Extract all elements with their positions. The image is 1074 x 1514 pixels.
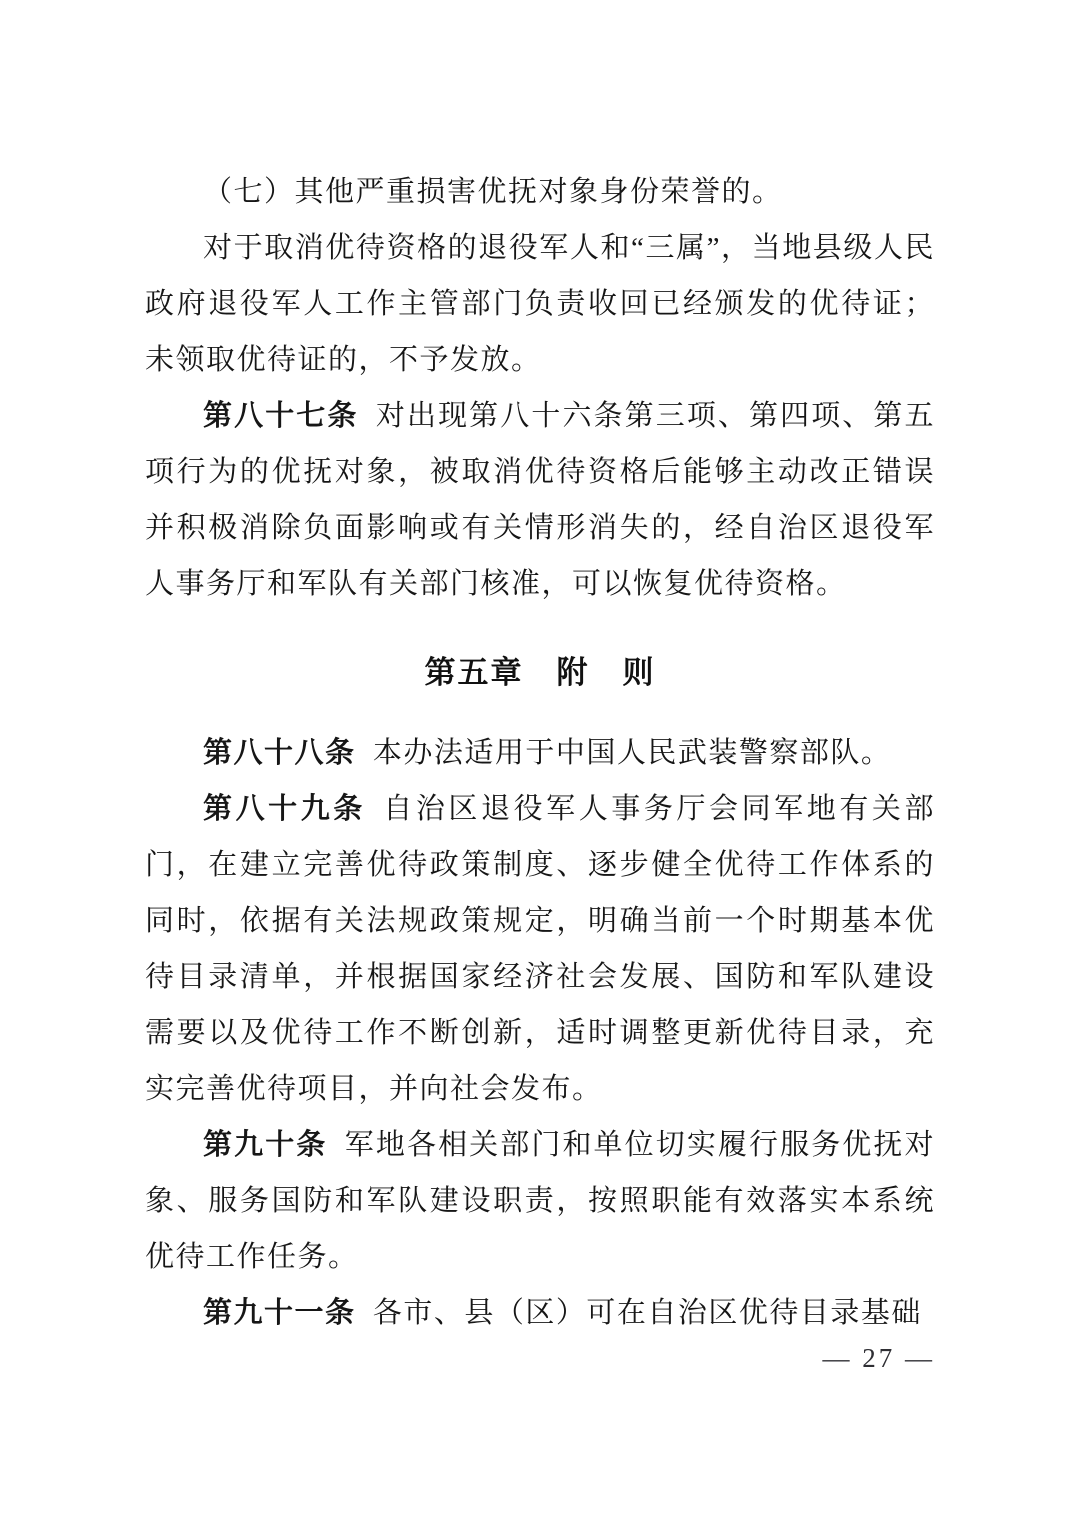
body-paragraph <box>145 725 935 781</box>
article-number: 第九十条 <box>203 1129 328 1161</box>
body-paragraph <box>145 781 935 1117</box>
paragraph-text: 自治区退役军人事务厅会同军地有关部门，在建立完善优待政策制度、逐步健全优待工作体系的同时，依据有关法规政策规定，明确当前一个时期基本优待目录清单，并根据国家经济社会发展、国防和军队建设需要以及优待工作不断创新，适时调整更新优待目录，充实完善优待项目，并向社会发布。 <box>145 793 935 1105</box>
body-paragraph <box>145 1117 935 1285</box>
paragraph-text: 军地各相关部门和单位切实履行服务优抚对象、服务国防和军队建设职责，按照职能有效落实本系统优待工作任务。 <box>145 1129 935 1273</box>
chapter-heading: 第五章 附 则 <box>424 655 656 690</box>
body-paragraph <box>145 164 935 220</box>
paragraph-text: 对出现第八十六条第三项、第四项、第五项行为的优抚对象，被取消优待资格后能够主动改正错误并积极消除负面影响或有关情形消失的，经自治区退役军人事务厅和军队有关部门核准，可以恢复优待资格。 <box>145 400 935 600</box>
document-body <box>145 164 935 1341</box>
paragraph-text: 本办法适用于中国人民武装警察部队。 <box>372 737 892 769</box>
body-paragraph <box>145 220 935 388</box>
page-number: — 27 — <box>822 1343 935 1373</box>
body-paragraph <box>145 1285 935 1341</box>
body-paragraph <box>145 388 935 612</box>
paragraph-text: 各市、县（区）可在自治区优待目录基础 <box>372 1297 922 1329</box>
paragraph-text: 对于取消优待资格的退役军人和“三属”，当地县级人民政府退役军人工作主管部门负责收回已经颁发的优待证；未领取优待证的，不予发放。 <box>145 232 935 376</box>
article-number: 第八十九条 <box>203 793 366 825</box>
article-number: 第九十一条 <box>203 1297 356 1329</box>
paragraph-text: （七）其他严重损害优抚对象身份荣誉的。 <box>203 176 783 208</box>
article-number: 第八十八条 <box>203 737 356 769</box>
article-number: 第八十七条 <box>203 400 359 432</box>
